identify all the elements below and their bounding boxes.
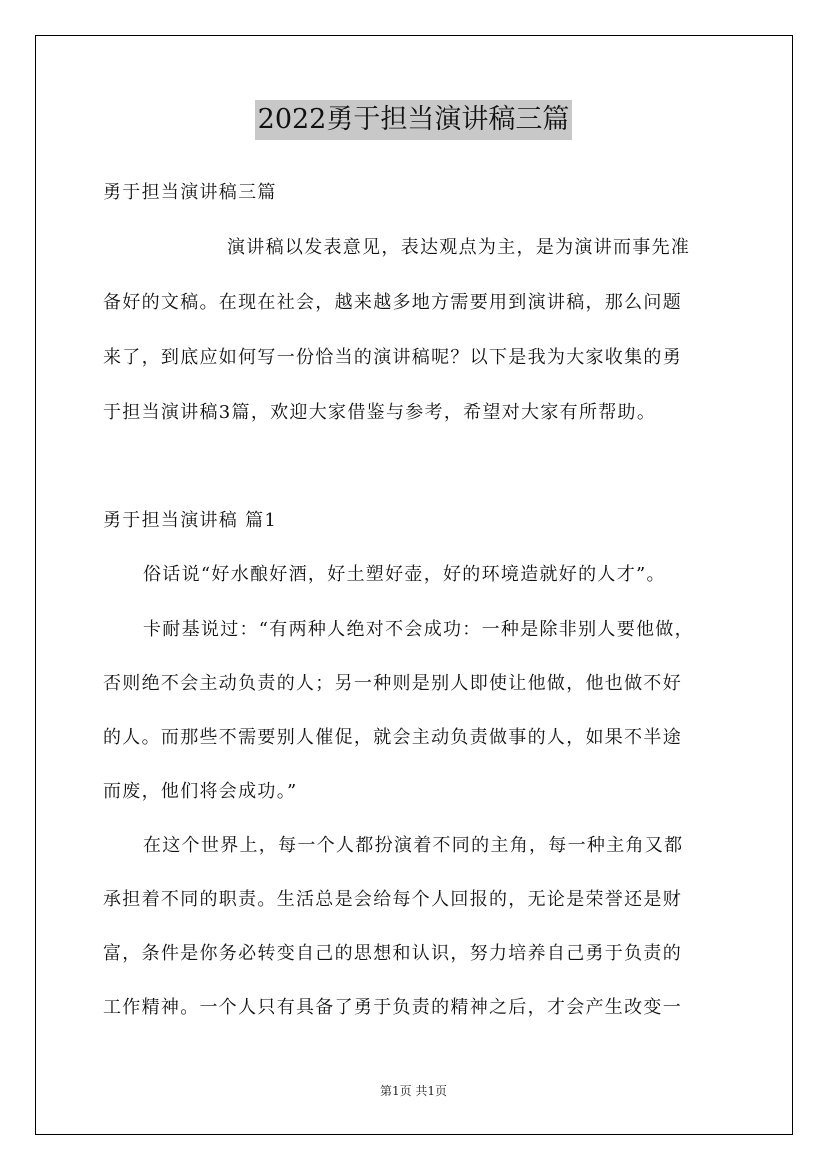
intro-line-1: 演讲稿以发表意见，表达观点为主，是为演讲而事先准 bbox=[227, 237, 691, 258]
body-line-3: 否则绝不会主动负责的人；另一种则是别人即使让他做，他也做不好 bbox=[103, 673, 682, 694]
document-subtitle: 勇于担当演讲稿三篇 bbox=[103, 182, 277, 203]
intro-line-3: 来了，到底应如何写一份恰当的演讲稿呢？以下是我为大家收集的勇 bbox=[103, 347, 682, 368]
body-line-2: 卡耐基说过：“有两种人绝对不会成功：一种是除非别人要他做， bbox=[143, 619, 694, 640]
section-heading: 勇于担当演讲稿 篇1 bbox=[103, 510, 278, 531]
body-line-6: 在这个世界上，每一个人都扮演着不同的主角，每一种主角又都 bbox=[143, 835, 684, 856]
title-container bbox=[0, 100, 827, 140]
body-line-1: 俗话说“好水酿好酒，好土塑好壶，好的环境造就好的人才”。 bbox=[143, 564, 666, 585]
intro-line-2: 备好的文稿。在现在社会，越来越多地方需要用到演讲稿，那么问题 bbox=[103, 292, 682, 313]
intro-line-4: 于担当演讲稿3篇，欢迎大家借鉴与参考，希望对大家有所帮助。 bbox=[103, 402, 657, 423]
body-line-8: 富，条件是你务必转变自己的思想和认识，努力培养自己勇于负责的 bbox=[103, 943, 682, 964]
document-title: 2022勇于担当演讲稿三篇 bbox=[255, 100, 573, 140]
body-line-5: 而废，他们将会成功。” bbox=[103, 781, 298, 802]
body-line-4: 的人。而那些不需要别人催促，就会主动负责做事的人，如果不半途 bbox=[103, 727, 682, 748]
body-line-9: 工作精神。一个人只有具备了勇于负责的精神之后，才会产生改变一 bbox=[103, 997, 682, 1018]
page-footer: 第1页 共1页 bbox=[379, 1084, 448, 1098]
body-line-7: 承担着不同的职责。生活总是会给每个人回报的，无论是荣誉还是财 bbox=[103, 889, 682, 910]
